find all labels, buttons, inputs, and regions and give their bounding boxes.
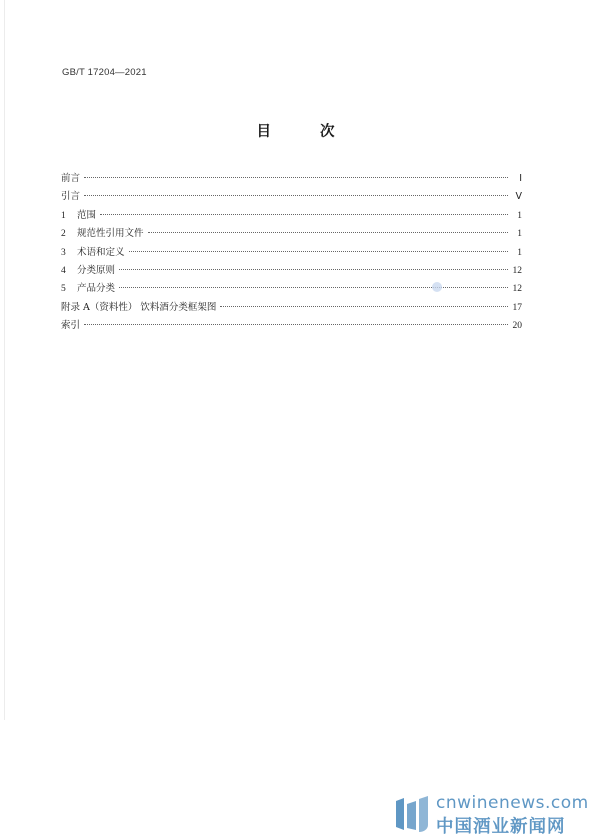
toc-entry-number: 5 — [61, 284, 66, 295]
toc-entry-page: Ⅰ — [519, 174, 522, 184]
toc-entry-number: 4 — [61, 265, 66, 276]
wine-logo-icon — [392, 795, 432, 833]
toc-entry-classification-principles[interactable] — [61, 262, 522, 280]
toc-entry-product-classification[interactable] — [61, 280, 522, 298]
toc-entry-label: 规范性引用文件 — [77, 228, 144, 240]
toc-entry-page: 17 — [512, 302, 522, 313]
toc-entry-label: 产品分类 — [77, 283, 116, 295]
toc-title: 目 次 — [256, 124, 357, 140]
toc-leader-dots — [84, 195, 508, 196]
toc-leader-dots — [129, 251, 508, 252]
toc-entry-introduction[interactable] — [61, 188, 522, 206]
toc-entry-page: 20 — [512, 321, 522, 332]
table-of-contents — [61, 170, 522, 336]
toc-entry-number: 1 — [61, 210, 66, 221]
toc-entry-number: 2 — [61, 229, 66, 240]
page-edge — [4, 0, 5, 720]
toc-leader-dots — [220, 306, 508, 307]
toc-entry-label: 范围 — [77, 209, 97, 221]
toc-leader-dots — [148, 232, 508, 233]
toc-entry-appendix-a[interactable] — [61, 299, 522, 317]
toc-leader-dots — [100, 214, 508, 215]
toc-leader-dots — [119, 287, 508, 288]
toc-entry-page: 12 — [512, 265, 522, 276]
toc-leader-dots — [84, 324, 508, 325]
document-code: GB/T 17204—2021 — [62, 67, 147, 78]
toc-entry-page: 1 — [517, 229, 522, 240]
toc-entry-normative-references[interactable] — [61, 225, 522, 243]
toc-entry-label: 引言 — [61, 191, 81, 203]
toc-entry-page: 1 — [517, 210, 522, 221]
toc-entry-page: 1 — [517, 247, 522, 258]
toc-entry-label: 术语和定义 — [77, 246, 125, 258]
toc-entry-scope[interactable] — [61, 207, 522, 225]
site-watermark — [392, 793, 588, 835]
toc-entry-label: 前言 — [61, 173, 81, 184]
toc-entry-label: 附录 A（资料性） 饮料酒分类框架图 — [61, 301, 217, 313]
toc-entry-label: 索引 — [61, 320, 81, 332]
watermark-site-url: cnwinenews.com — [436, 793, 589, 813]
watermark-site-name: 中国酒业新闻网 — [436, 817, 566, 837]
toc-entry-foreword[interactable] — [61, 170, 522, 188]
scan-artifact-dot — [432, 282, 442, 292]
toc-entry-page: Ⅴ — [515, 192, 522, 203]
toc-entry-page: 12 — [512, 284, 522, 295]
toc-entry-index[interactable] — [61, 317, 522, 335]
toc-entry-terms-definitions[interactable] — [61, 244, 522, 262]
toc-leader-dots — [84, 177, 508, 178]
toc-entry-number: 3 — [61, 247, 66, 258]
toc-entry-label: 分类原则 — [77, 264, 116, 276]
toc-leader-dots — [119, 269, 508, 270]
